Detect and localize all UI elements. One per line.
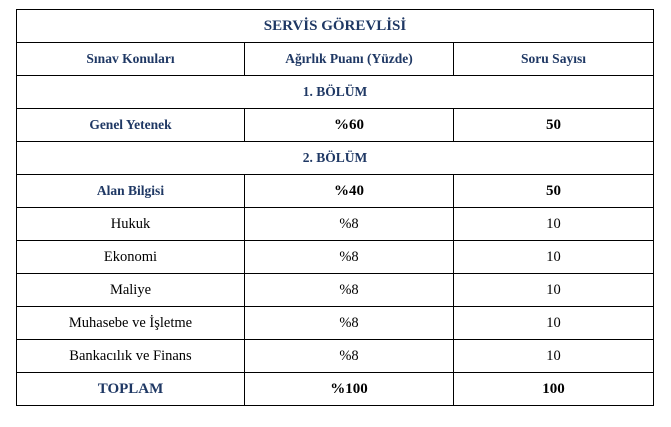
subject-cell: Ekonomi xyxy=(17,241,245,274)
table-row xyxy=(17,175,654,208)
count-cell: 10 xyxy=(454,274,654,307)
weight-cell: %8 xyxy=(245,208,454,241)
exam-topics-table xyxy=(16,9,654,406)
table-title-row xyxy=(17,10,654,43)
weight-cell: %8 xyxy=(245,340,454,373)
section-row xyxy=(17,142,654,175)
header-weight: Ağırlık Puanı (Yüzde) xyxy=(245,43,454,76)
subject-cell: Hukuk xyxy=(17,208,245,241)
table-title: SERVİS GÖREVLİSİ xyxy=(17,10,654,43)
subject-cell: Maliye xyxy=(17,274,245,307)
total-count: 100 xyxy=(454,373,654,406)
header-subjects: Sınav Konuları xyxy=(17,43,245,76)
section-row xyxy=(17,76,654,109)
total-weight: %100 xyxy=(245,373,454,406)
weight-cell: %8 xyxy=(245,307,454,340)
subject-cell: Muhasebe ve İşletme xyxy=(17,307,245,340)
weight-cell: %60 xyxy=(245,109,454,142)
count-cell: 10 xyxy=(454,307,654,340)
count-cell: 10 xyxy=(454,241,654,274)
subject-cell: Bankacılık ve Finans xyxy=(17,340,245,373)
table-row xyxy=(17,340,654,373)
subject-cell: Alan Bilgisi xyxy=(17,175,245,208)
table-row xyxy=(17,274,654,307)
weight-cell: %8 xyxy=(245,274,454,307)
section-2-label: 2. BÖLÜM xyxy=(17,142,654,175)
table-header-row xyxy=(17,43,654,76)
total-row xyxy=(17,373,654,406)
count-cell: 10 xyxy=(454,208,654,241)
section-1-label: 1. BÖLÜM xyxy=(17,76,654,109)
table-row xyxy=(17,241,654,274)
total-label: TOPLAM xyxy=(17,373,245,406)
count-cell: 50 xyxy=(454,109,654,142)
weight-cell: %8 xyxy=(245,241,454,274)
table-row xyxy=(17,109,654,142)
weight-cell: %40 xyxy=(245,175,454,208)
table-row xyxy=(17,208,654,241)
count-cell: 10 xyxy=(454,340,654,373)
table-row xyxy=(17,307,654,340)
count-cell: 50 xyxy=(454,175,654,208)
subject-cell: Genel Yetenek xyxy=(17,109,245,142)
header-question-count: Soru Sayısı xyxy=(454,43,654,76)
